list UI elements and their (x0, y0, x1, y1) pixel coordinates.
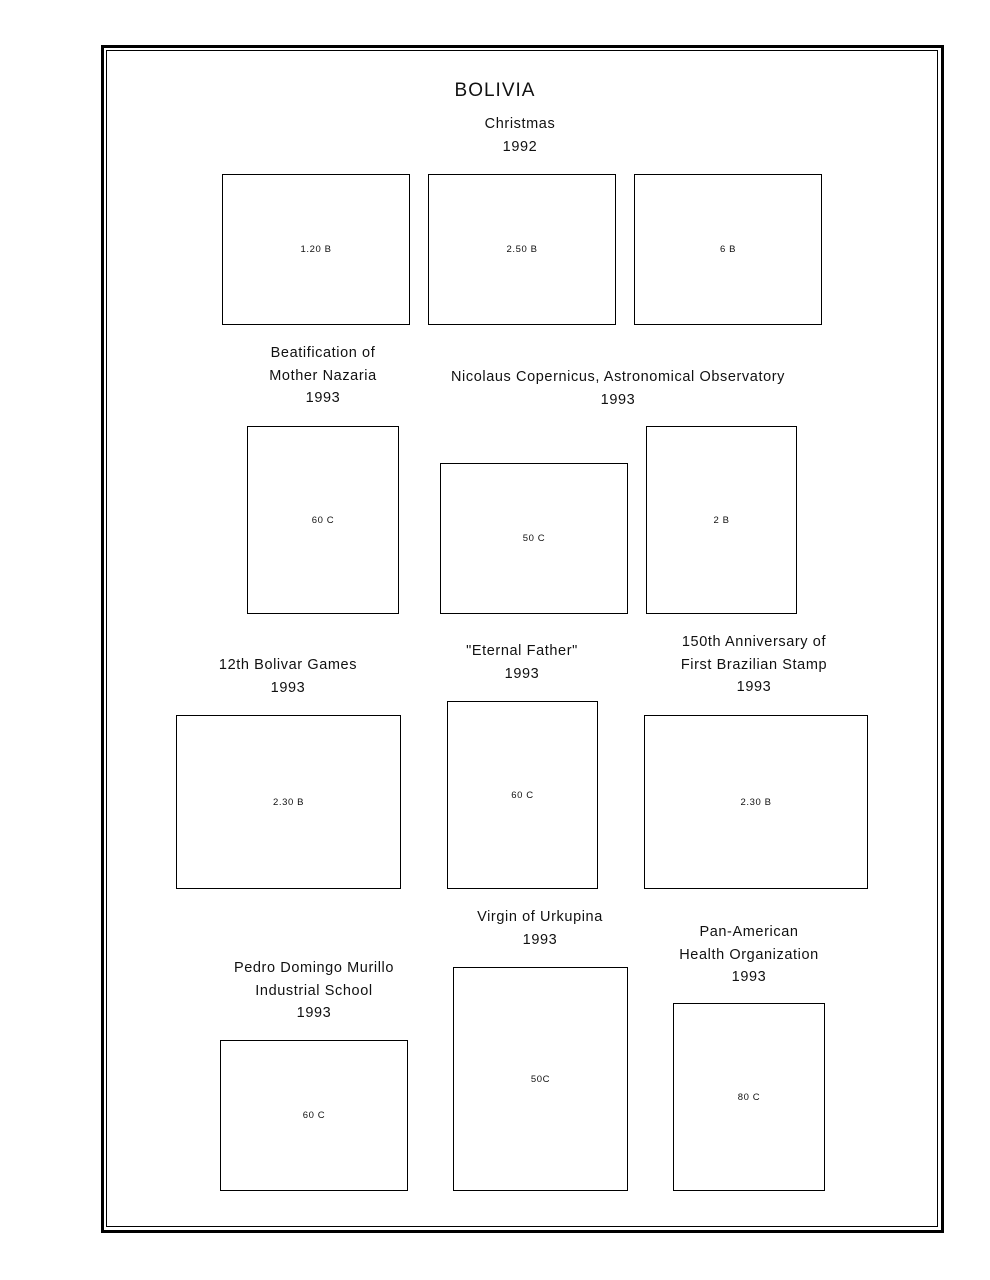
stamp-box (176, 715, 401, 889)
caption-line: "Eternal Father" (466, 643, 578, 659)
caption-murillo-school (214, 957, 414, 1025)
caption-mother-nazaria (223, 342, 423, 410)
caption-copernicus (418, 366, 818, 411)
caption-year: 1993 (504, 665, 540, 682)
page-title: BOLIVIA (454, 80, 536, 101)
stamp-box (634, 174, 822, 325)
caption-year: 1993 (296, 1005, 332, 1022)
caption-line: Christmas (484, 116, 556, 132)
stamp-box (644, 715, 868, 889)
caption-line: Industrial School (255, 982, 373, 999)
stamp-denomination: 6 B (719, 244, 737, 255)
stamp-denomination: 80 C (737, 1091, 761, 1103)
caption-year: 1993 (522, 931, 558, 948)
caption-eternal-father (422, 640, 622, 685)
caption-line: Pedro Domingo Murillo (233, 960, 395, 976)
caption-pan-american-health (649, 921, 849, 989)
caption-line: Nicolaus Copernicus, Astronomical Observatory (450, 369, 786, 385)
caption-line: Virgin of Urkupina (477, 909, 603, 925)
stamp-denomination: 60 C (311, 514, 335, 526)
stamp-denomination: 50C (530, 1073, 551, 1085)
stamp-box (646, 426, 797, 614)
caption-year: 1993 (270, 679, 306, 696)
stamp-denomination: 2.30 B (272, 796, 305, 808)
stamp-denomination: 2.50 B (506, 244, 538, 255)
caption-line: Health Organization (679, 946, 819, 963)
stamp-denomination: 60 C (302, 1110, 326, 1121)
stamp-box (673, 1003, 825, 1191)
caption-line: Mother Nazaria (269, 367, 377, 384)
stamp-denomination: 60 C (511, 789, 534, 801)
stamp-box (247, 426, 399, 614)
stamp-denomination: 2 B (713, 514, 730, 526)
stamp-denomination: 50 C (522, 533, 546, 544)
stamp-box (440, 463, 628, 614)
caption-year: 1993 (305, 390, 341, 407)
caption-christmas-1992 (420, 113, 620, 158)
caption-year: 1993 (600, 391, 636, 408)
stamp-box (447, 701, 598, 889)
caption-line: 12th Bolivar Games (218, 657, 358, 673)
stamp-denomination: 2.30 B (740, 796, 772, 808)
caption-bolivar-games (188, 654, 388, 699)
stamp-box (428, 174, 616, 325)
caption-brazilian-stamp (654, 631, 854, 699)
stamp-denomination: 1.20 B (300, 244, 332, 255)
stamp-box (222, 174, 410, 325)
stamp-box (453, 967, 628, 1191)
caption-line: First Brazilian Stamp (680, 656, 828, 673)
caption-year: 1993 (731, 969, 767, 986)
caption-line: Pan-American (699, 924, 799, 940)
caption-year: 1993 (736, 679, 772, 696)
caption-line: Beatification of (270, 345, 376, 361)
caption-year: 1992 (502, 138, 538, 155)
caption-line: 150th Anniversary of (681, 634, 827, 650)
stamp-box (220, 1040, 408, 1191)
caption-virgin-urkupina (440, 906, 640, 951)
